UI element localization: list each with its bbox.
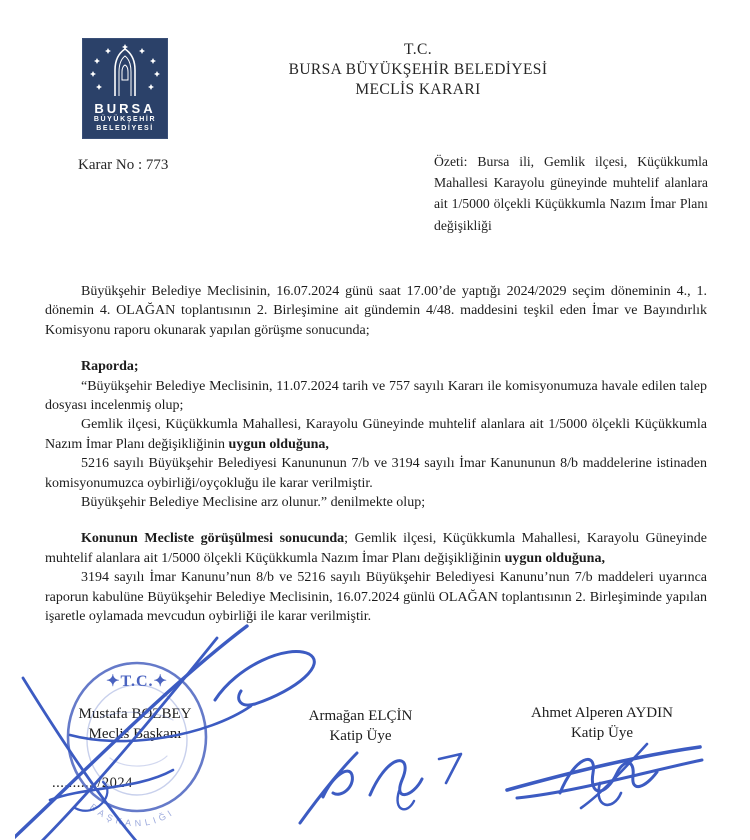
decision-body xyxy=(45,282,707,627)
stamp-ring-text: BAŞKANLIĞI xyxy=(87,801,177,829)
paragraph-plan-change: Gemlik ilçesi, Küçükkumla Mahallesi, Karayolu Güneyinde muhtelif alanlara ait 1/5000 ölçekli Küçükkumla Nazım İmar Planı değişikliğinin uygun olduğuna, xyxy=(45,417,707,452)
paragraph-final-resolution: 3194 sayılı İmar Kanunu’nun 8/b ve 5216 sayılı Büyükşehir Belediyesi Kanunu’nun 7/b maddeleri uyarınca raporun kabulüne Büyükşehir Belediye Meclisinin, 16.07.2024 günlü OLAĞAN toplantısının 2. Birleşiminde yapılan işaretle oylamada mevcudun oybirliği ile karar verilmiştir. xyxy=(45,570,707,625)
signature-date: .........../2024 xyxy=(52,775,133,791)
paragraph-commission-ref: “Büyükşehir Belediye Meclisinin, 11.07.2024 tarih ve 757 sayılı Kararı ile komisyonumuza havale edilen talep dosyası incelenmiş olup; xyxy=(45,378,707,414)
logo-city-label: BURSA xyxy=(94,101,156,116)
signatory-name: Armağan ELÇİN xyxy=(308,708,413,724)
signature-scribble-clerk-2 xyxy=(505,738,705,823)
paragraph-arz-olunur: Büyükşehir Belediye Meclisine arz olunur.” denilmekte olup; xyxy=(81,495,426,511)
karar-no-label: Karar No : 773 xyxy=(78,157,169,173)
stars-icon xyxy=(90,44,160,90)
ozet-summary: Özeti: Bursa ili, Gemlik ilçesi, Küçükkumla Mahallesi Karayolu güneyinde muhtelif alanlara ait 1/5000 ölçekli Küçükkumla Nazım İmar Planı değişikliği xyxy=(434,154,708,233)
signature-block-president xyxy=(50,704,220,744)
bursa-municipality-logo xyxy=(82,38,168,139)
logo-line3: BELEDİYESİ xyxy=(96,125,154,132)
mosque-gate-icon xyxy=(115,49,135,96)
header-tc: T.C. xyxy=(403,41,432,58)
document-header xyxy=(268,40,568,100)
signatory-title: Meclis Başkanı xyxy=(88,726,182,742)
signatory-title: Katip Üye xyxy=(570,725,634,741)
logo-emblem xyxy=(82,40,168,100)
header-org: BURSA BÜYÜKŞEHİR BELEDİYESİ xyxy=(288,61,548,78)
logo-line2: BÜYÜKŞEHİR xyxy=(93,116,157,123)
stamp-tc-text: ✦T.C.✦ xyxy=(106,673,168,690)
signature-scribble-clerk-1 xyxy=(295,735,470,830)
paragraph-council-decision: Konunun Mecliste görüşülmesi sonucunda; Gemlik ilçesi, Küçükkumla Mahallesi, Karayolu Güneyinde muhtelif alanlara ait 1/5000 ölçekli Küçükkumla Nazım İmar Planı değişikliğinin uygun olduğuna, xyxy=(45,531,707,566)
signatory-name: Ahmet Alperen AYDIN xyxy=(531,705,673,721)
paragraph-meeting-intro: Büyükşehir Belediye Meclisinin, 16.07.2024 günü saat 17.00’de yaptığı 2024/2029 seçim döneminin 4., 1. dönemin 4. OLAĞAN toplantısının 2. Birleşimine ait gündemin 4/48. maddesini teşkil eden İmar ve Bayındırlık Komisyonu raporu okunarak yapılan görüşme sonucunda; xyxy=(45,284,707,338)
svg-text:BAŞKANLIĞI xyxy=(88,802,177,829)
signatory-name: Mustafa BOZBEY xyxy=(78,706,192,722)
header-doc-type: MECLİS KARARI xyxy=(355,81,481,98)
paragraph-law-basis: 5216 sayılı Büyükşehir Belediyesi Kanununun 7/b ve 3194 sayılı İmar Kanununun 8/b maddelerine istinaden komisyonumuzca oybirliği/oyçokluğu ile karar verilmiştir. xyxy=(45,456,707,491)
signature-block-clerk-2 xyxy=(512,703,692,743)
tc-round-stamp-icon xyxy=(68,663,206,828)
paragraph-raporda-heading: Raporda; xyxy=(81,359,139,375)
signatory-title: Katip Üye xyxy=(329,728,392,744)
signature-block-clerk-1 xyxy=(288,706,433,746)
